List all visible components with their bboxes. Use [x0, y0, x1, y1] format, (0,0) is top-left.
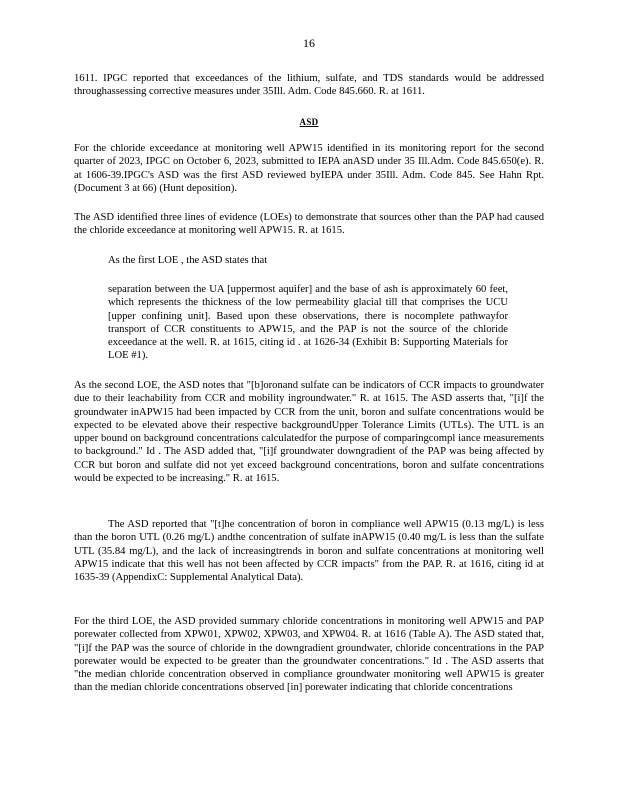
paragraph-second-loe: As the second LOE, the ASD notes that "[b]oronand sulfate can be indicators of CCR impacts to groundwater due to their leachability from CCR and mobility ingroundwater." R. at 1615. The ASD asserts that, "[i]f the groundwater inAPW15 had been impacted by CCR from the unit, boron and sulfate concentrations would be expected to be elevated above their respective backgroundUpper Tolerance Limits (UTLs). The UTL is an upper bound on background concentrations calculatedfor the purpose of comparingcompl iance measurements to background." Id . The ASD added that, "[i]f groundwater downgradient of the PAP was being affected by CCR but boron and sulfate did not yet exceed background concentrations, boron and sulfate concentrations would be expected to be increasing." R. at 1615. [74, 380, 544, 485]
paragraph-first-loe-intro: As the first LOE , the ASD states that [108, 255, 268, 266]
paragraph-lines-of-evidence: The ASD identified three lines of evidence (LOEs) to demonstrate that sources other than the PAP had caused the chloride exceedance at monitoring well APW15. R. at 1615. [74, 212, 544, 237]
paragraph-asd-submission: For the chloride exceedance at monitoring well APW15 identified in its monitoring report for the second quarter of 2023, IPGC on October 6, 2023, submitted to IEPA anASD under 35 Ill.Adm. Code 845.650(e). R. at 1606-39.IPGC's ASD was the first ASD reviewed byIEPA under 35Ill. Adm. Code 845. See Hahn Rpt. (Document 3 at 66) (Hunt deposition). [74, 143, 544, 194]
section-heading: ASD [299, 117, 319, 127]
block-quote-first-loe: separation between the UA [uppermost aquifer] and the base of ash is approximately 60 feet, which represents the thickness of the low permeability glacial till that comprises the UCU [upper confining unit]. Based upon these observations, there is nocomplete pathwayfor transport of CCR constituents to APW15, and the PAP is not the source of the chloride exceedance at the well. R. at 1615, citing id . at 1626-34 (Exhibit B: Supporting Materials for LOE #1). [108, 284, 508, 362]
paragraph-boron-sulfate: The ASD reported that "[t]he concentration of boron in compliance well APW15 (0.13 mg/L) is less than the boron UTL (0.26 mg/L) andthe concentration of sulfate inAPW15 (0.40 mg/L is less than the sulfate UTL (35.84 mg/L), and the lack of increasingtrends in boron and sulfate concentrations at monitoring well APW15 indicate that this well has not been affected by CCR impacts" from the PAP. R. at 1616, citing id at 1635-39 (AppendixC: Supplemental Analytical Data). [74, 519, 544, 584]
paragraph-third-loe: For the third LOE, the ASD provided summary chloride concentrations in monitoring well APW15 and PAP porewater collected from XPW01, XPW02, XPW03, and XPW04. R. at 1616 (Table A). The ASD stated that, "[i]f the PAP was the source of chloride in the downgradient groundwater, chloride concentrations in the PAP porewater would be expected to be greater than the groundwater concentrations." Id . The ASD asserts that "the median chloride concentration observed in compliance groundwater monitoring well APW15 is greater than the median chloride concentrations observed [in] porewater indicating that chloride concentrations [74, 616, 544, 694]
page-number: 16 [303, 36, 315, 50]
paragraph-continuation: 1611. IPGC reported that exceedances of the lithium, sulfate, and TDS standards would be addressed throughassessing corrective measures under 35Ill. Adm. Code 845.660. R. at 1611. [74, 73, 544, 98]
